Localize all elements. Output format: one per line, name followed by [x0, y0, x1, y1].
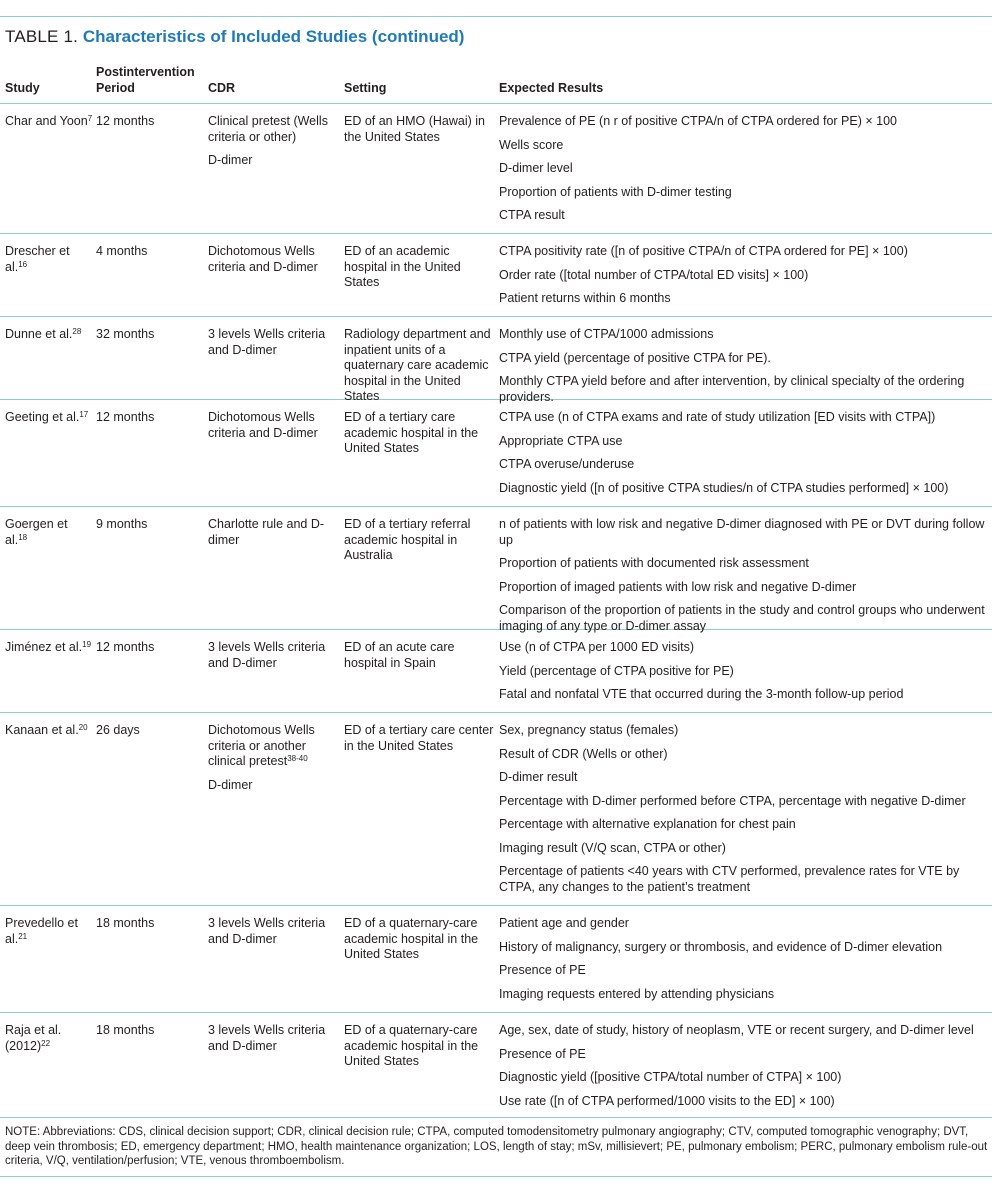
result-line: Prevalence of PE (n r of positive CTPA/n of CTPA ordered for PE) × 100	[499, 114, 897, 128]
cdr-text: Dichotomous Wells criteria or another clinical pretest	[208, 723, 315, 768]
table-caption: Characteristics of Included Studies (continued)	[82, 27, 465, 46]
studies-table	[0, 60, 992, 1118]
study-reference: 21	[18, 931, 28, 941]
header-setting: Setting	[344, 80, 387, 95]
cdr-cell	[208, 723, 338, 793]
table-row	[0, 1013, 992, 1118]
result-line: CTPA overuse/underuse	[499, 457, 635, 471]
result-line: n of patients with low risk and negative D-dimer diagnosed with PE or DVT during follow up	[499, 517, 985, 547]
study-name: Prevedello et al.	[5, 916, 78, 946]
setting-cell: ED of a tertiary referral academic hospital in Australia	[344, 517, 471, 562]
cdr-line: Dichotomous Wells criteria and D-dimer	[208, 244, 318, 274]
result-line: CTPA yield (percentage of positive CTPA for PE).	[499, 350, 771, 365]
cdr-cell	[208, 916, 338, 947]
result-line: Yield (percentage of CTPA positive for PE)	[499, 663, 734, 678]
setting-cell: ED of an academic hospital in the United States	[344, 244, 461, 289]
setting-cell: Radiology department and inpatient units of a quaternary care academic hospital in the United States	[344, 327, 491, 403]
result-line: History of malignancy, surgery or thrombosis, and evidence of D-dimer elevation	[499, 939, 943, 954]
result-line: Patient returns within 6 months	[499, 291, 671, 305]
study-reference: 28	[72, 327, 82, 336]
study-cell	[5, 640, 93, 656]
study-reference: 17	[79, 410, 89, 419]
table-row	[0, 317, 992, 404]
table-row	[0, 906, 992, 1013]
setting-cell: ED of a tertiary care center in the United States	[344, 723, 494, 753]
header-cdr: CDR	[208, 80, 236, 95]
result-line: Appropriate CTPA use	[499, 433, 623, 448]
cdr-line: 3 levels Wells criteria and D-dimer	[208, 327, 326, 357]
result-line: Diagnostic yield ([n of positive CTPA studies/n of CTPA studies performed] × 100)	[499, 480, 949, 495]
period-cell: 26 days	[96, 723, 140, 737]
study-reference: 7	[87, 114, 93, 123]
cdr-line: 3 levels Wells criteria and D-dimer	[208, 916, 326, 946]
table-label: TABLE 1.	[5, 27, 79, 46]
bottom-rule	[0, 1176, 992, 1177]
period-cell: 12 months	[96, 640, 155, 654]
result-line: D-dimer result	[499, 770, 578, 784]
table-header-row	[0, 60, 992, 104]
cdr-cell	[208, 114, 338, 169]
cdr-cell	[208, 244, 338, 275]
result-line: Order rate ([total number of CTPA/total ED visits] × 100)	[499, 267, 809, 282]
cdr-line: 3 levels Wells criteria and D-dimer	[208, 640, 326, 670]
result-line: Use (n of CTPA per 1000 ED visits)	[499, 640, 694, 654]
study-cell	[5, 327, 93, 343]
result-line: Imaging requests entered by attending physicians	[499, 986, 775, 1001]
study-reference: 22	[41, 1038, 51, 1048]
period-cell: 12 months	[96, 410, 155, 424]
result-line: Percentage with alternative explanation for chest pain	[499, 817, 796, 831]
result-line: Percentage with D-dimer performed before CTPA, percentage with negative D-dimer	[499, 793, 966, 808]
result-line: CTPA result	[499, 208, 565, 222]
period-cell: 32 months	[96, 327, 155, 341]
study-cell	[5, 723, 93, 739]
results-cell	[499, 1023, 992, 1109]
header-postintervention-period: Postintervention Period	[96, 65, 195, 95]
table-title	[5, 26, 464, 48]
result-line: Sex, pregnancy status (females)	[499, 723, 679, 737]
header-expected-results: Expected Results	[499, 80, 604, 95]
cdr-cell	[208, 1023, 338, 1054]
setting-cell: ED of an HMO (Hawai) in the United States	[344, 114, 486, 144]
result-line: Proportion of patients with D-dimer testing	[499, 184, 732, 199]
cdr-reference: 38-40	[287, 754, 308, 763]
study-cell	[5, 244, 93, 275]
result-line: Proportion of imaged patients with low risk and negative D-dimer	[499, 579, 857, 594]
table-row	[0, 630, 992, 713]
study-name: Raja et al. (2012)	[5, 1023, 62, 1053]
cdr-line: D-dimer	[208, 777, 253, 792]
result-line: Monthly CTPA yield before and after intervention, by clinical specialty of the ordering providers.	[499, 374, 965, 404]
cdr-line	[208, 723, 338, 770]
period-cell: 4 months	[96, 244, 148, 258]
header-study: Study	[5, 80, 40, 95]
result-line: Comparison of the proportion of patients in the study and control groups who underwent imaging of any type or D-dimer assay	[499, 603, 985, 633]
result-line: Use rate ([n of CTPA performed/1000 visits to the ED] × 100)	[499, 1093, 835, 1108]
result-line: Imaging result (V/Q scan, CTPA or other)	[499, 840, 726, 855]
cdr-line: Clinical pretest (Wells criteria or other)	[208, 114, 328, 144]
study-name: Char and Yoon	[5, 114, 88, 128]
study-name: Drescher et al.	[5, 244, 70, 274]
result-line: Fatal and nonfatal VTE that occurred during the 3-month follow-up period	[499, 687, 904, 701]
study-name: Geeting et al.	[5, 410, 80, 424]
study-cell	[5, 114, 93, 130]
cdr-cell	[208, 327, 338, 358]
table-row	[0, 713, 992, 906]
cdr-line: D-dimer	[208, 153, 253, 167]
result-line: Percentage of patients <40 years with CTV performed, prevalence rates for VTE by CTPA, any changes to the patient’s treatment	[499, 864, 960, 894]
setting-cell: ED of a quaternary-care academic hospital in the United States	[344, 916, 479, 961]
cdr-cell	[208, 640, 338, 671]
study-reference: 18	[18, 532, 28, 542]
table-row	[0, 400, 992, 507]
result-line: Age, sex, date of study, history of neoplasm, VTE or recent surgery, and D-dimer level	[499, 1023, 974, 1037]
result-line: Diagnostic yield ([positive CTPA/total number of CTPA] × 100)	[499, 1070, 842, 1084]
results-cell	[499, 517, 992, 634]
study-reference: 20	[78, 723, 88, 732]
cdr-cell	[208, 517, 338, 548]
cdr-line: Dichotomous Wells criteria and D-dimer	[208, 410, 318, 440]
cdr-line: Charlotte rule and D-dimer	[208, 517, 325, 547]
result-line: Presence of PE	[499, 963, 586, 977]
results-cell	[499, 114, 992, 224]
study-name: Jiménez et al.	[5, 640, 83, 654]
results-cell	[499, 410, 992, 496]
results-cell	[499, 640, 992, 703]
result-line: Proportion of patients with documented risk assessment	[499, 556, 809, 570]
study-name: Kanaan et al.	[5, 723, 79, 737]
study-cell	[5, 517, 93, 548]
table-footnote: NOTE: Abbreviations: CDS, clinical decision support; CDR, clinical decision rule; CTPA, computed tomodensitometry pulmonary angiography; CTV, computed tomographic venography; DVT, deep vein thrombosis; ED, emergency department; HMO, health maintenance organization; LOS, length of stay; mSv, millisievert; PE, pulmonary embolism; PERC, pulmonary embolism rule-out criteria, V/Q, ventilation/perfusion; VTE, venous thromboembolism.	[5, 1126, 988, 1167]
table-row	[0, 104, 992, 234]
period-cell: 18 months	[96, 1023, 155, 1037]
result-line: Result of CDR (Wells or other)	[499, 746, 668, 761]
cdr-line: 3 levels Wells criteria and D-dimer	[208, 1023, 326, 1053]
setting-cell: ED of a quaternary-care academic hospital in the United States	[344, 1023, 479, 1068]
results-cell	[499, 327, 992, 405]
period-cell: 18 months	[96, 916, 155, 930]
study-reference: 16	[18, 259, 28, 269]
result-line: CTPA positivity rate ([n of positive CTPA/n of CTPA ordered for PE] × 100)	[499, 244, 908, 258]
results-cell	[499, 916, 992, 1002]
results-cell	[499, 723, 992, 895]
setting-cell: ED of a tertiary care academic hospital in the United States	[344, 410, 479, 455]
table-row	[0, 234, 992, 317]
study-name: Dunne et al.	[5, 327, 73, 341]
result-line: D-dimer level	[499, 161, 573, 175]
results-cell	[499, 244, 992, 307]
period-cell: 12 months	[96, 114, 155, 128]
cdr-cell	[208, 410, 338, 441]
study-cell	[5, 916, 93, 947]
setting-cell: ED of an acute care hospital in Spain	[344, 640, 455, 670]
result-line: Monthly use of CTPA/1000 admissions	[499, 327, 714, 341]
result-line: Presence of PE	[499, 1046, 586, 1061]
table-row	[0, 507, 992, 633]
study-name: Goergen et al.	[5, 517, 68, 547]
top-rule	[0, 16, 992, 17]
period-cell: 9 months	[96, 517, 148, 531]
result-line: Patient age and gender	[499, 916, 629, 930]
result-line: Wells score	[499, 137, 564, 152]
study-cell	[5, 1023, 93, 1054]
study-reference: 19	[82, 640, 92, 649]
study-cell	[5, 410, 93, 426]
result-line: CTPA use (n of CTPA exams and rate of study utilization [ED visits with CTPA])	[499, 410, 936, 424]
